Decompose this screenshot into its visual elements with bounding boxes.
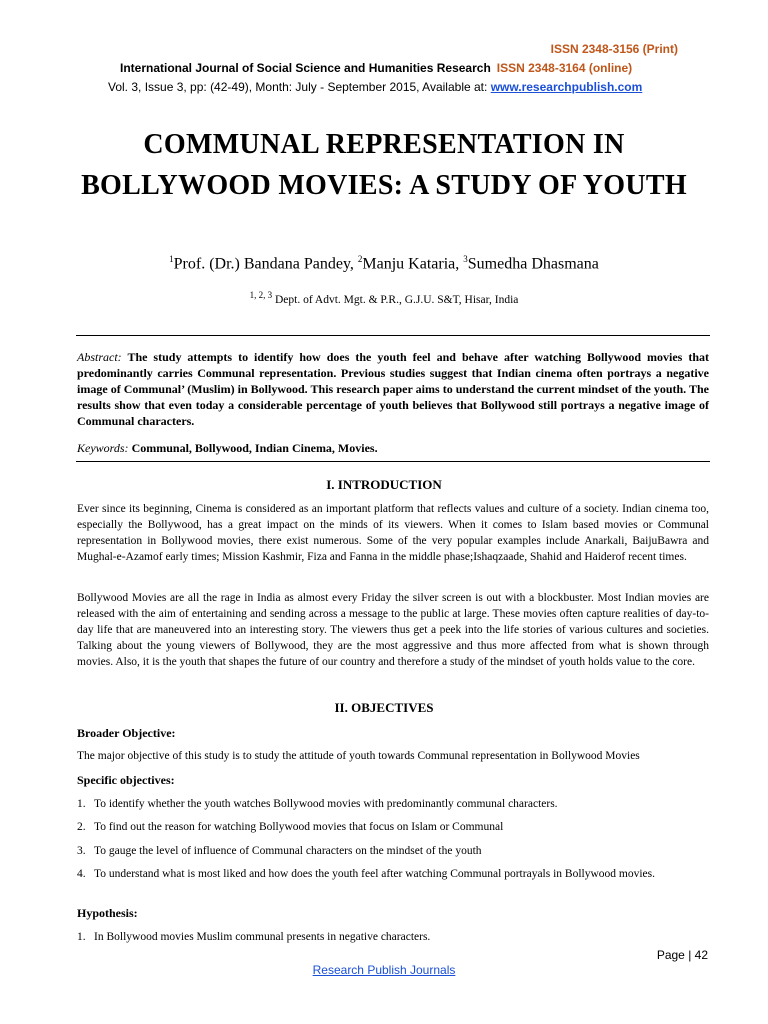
author-1-sup: 1 <box>169 254 174 264</box>
abstract-label: Abstract: <box>77 350 122 364</box>
publisher-link[interactable]: Research Publish Journals <box>312 963 456 977</box>
abstract-bottom-rule <box>76 461 710 462</box>
keywords-text: Communal, Bollywood, Indian Cinema, Movies. <box>128 441 378 455</box>
abstract <box>77 349 709 429</box>
list-item-number: 1. <box>77 931 86 943</box>
introduction-paragraph-2: Bollywood Movies are all the rage in India as almost every Friday the silver screen is out with a blockbuster. Most Indian movies are released with the aim of entertaining and sending across a message to the public at large. These movies often capture realities of day-to-day life that are maneuvered into an interesting story. The viewers thus get a peek into the life stories of various cultures and societies. Talking about the young viewers of Bollywood, they are the most aggressive and thus more affected from what is shown through movies. Also, it is the youth that shapes the future of our country and therefore a study of the mindset of youth holds value to the core. <box>77 592 709 668</box>
author-3-sup: 3 <box>463 254 468 264</box>
objectives-heading: II. OBJECTIVES <box>334 700 434 715</box>
affiliation-sup: 1, 2, 3 <box>249 290 273 300</box>
list-item-text: To identify whether the youth watches Bollywood movies with predominantly communal characters. <box>94 798 558 810</box>
keywords <box>77 440 709 456</box>
affiliation <box>0 290 768 306</box>
journal-header <box>120 61 632 75</box>
list-item-number: 1. <box>77 798 86 810</box>
list-item-text: In Bollywood movies Muslim communal presents in negative characters. <box>94 931 431 943</box>
journal-url-link[interactable]: www.researchpublish.com <box>490 80 643 94</box>
author-2-sup: 2 <box>357 254 363 264</box>
authors <box>0 254 768 273</box>
list-item-number: 4. <box>77 868 86 880</box>
journal-name: International Journal of Social Science and Humanities Research <box>120 61 491 75</box>
hypothesis-heading: Hypothesis: <box>77 906 138 920</box>
specific-objectives-heading: Specific objectives: <box>77 773 175 787</box>
list-item-number: 3. <box>77 845 86 857</box>
abstract-top-rule <box>76 335 710 336</box>
author-1: Prof. (Dr.) Bandana Pandey, <box>173 255 358 273</box>
broader-objective-heading: Broader Objective: <box>77 726 176 740</box>
list-item-number: 2. <box>77 821 86 833</box>
issn-print: ISSN 2348-3156 (Print) <box>550 42 678 56</box>
paper-title: COMMUNAL REPRESENTATION IN BOLLYWOOD MOVIES: A STUDY OF YOUTH <box>81 129 687 201</box>
broader-objective-text: The major objective of this study is to study the attitude of youth towards Communal representation in Bollywood Movies <box>77 750 640 762</box>
list-item-text: To understand what is most liked and how does the youth feel after watching Communal portrayals in Bollywood movies. <box>94 868 655 880</box>
issn-online: ISSN 2348-3164 (online) <box>496 61 633 75</box>
author-2: Manju Kataria, <box>362 255 464 273</box>
introduction-heading: I. INTRODUCTION <box>326 477 442 492</box>
page-number: Page | 42 <box>656 948 708 962</box>
abstract-text: The study attempts to identify how does the youth feel and behave after watching Bollywood movies that predominantly carries Communal representation. Previous studies suggest that Indian cinema often portrays a negative image of Communal’ (Muslim) in Bollywood. This research paper aims to understand the current mindset of the youth. The results show that even today a considerable percentage of youth believes that Bollywood still portrays a negative image of Communal characters. <box>77 350 709 428</box>
author-3: Sumedha Dhasmana <box>467 255 599 273</box>
volume-info-line <box>108 80 642 94</box>
list-item-text: To gauge the level of influence of Communal characters on the mindset of the youth <box>94 845 482 857</box>
volume-info: Vol. 3, Issue 3, pp: (42-49), Month: July - September 2015, Available at: <box>108 80 488 94</box>
keywords-label: Keywords: <box>77 441 129 455</box>
introduction-paragraph-1: Ever since its beginning, Cinema is considered as an important platform that reflects values and culture of a society. Indian cinema too, especially the Bollywood, has a great impact on the minds of its viewers. When it comes to Islam based movies or Communal representation in Bollywood movies, there exist numerous. Some of the very popular examples include Anarkali, BaijuBawra and Mughal-e-Azamof early times; Mission Kashmir, Fiza and Fanna in the middle phase;Ishaqzaade, Shahid and Haiderof recent times. <box>77 503 709 563</box>
affiliation-text: Dept. of Advt. Mgt. & P.R., G.J.U. S&T, Hisar, India <box>272 293 519 306</box>
list-item-text: To find out the reason for watching Bollywood movies that focus on Islam or Communal <box>94 821 504 833</box>
